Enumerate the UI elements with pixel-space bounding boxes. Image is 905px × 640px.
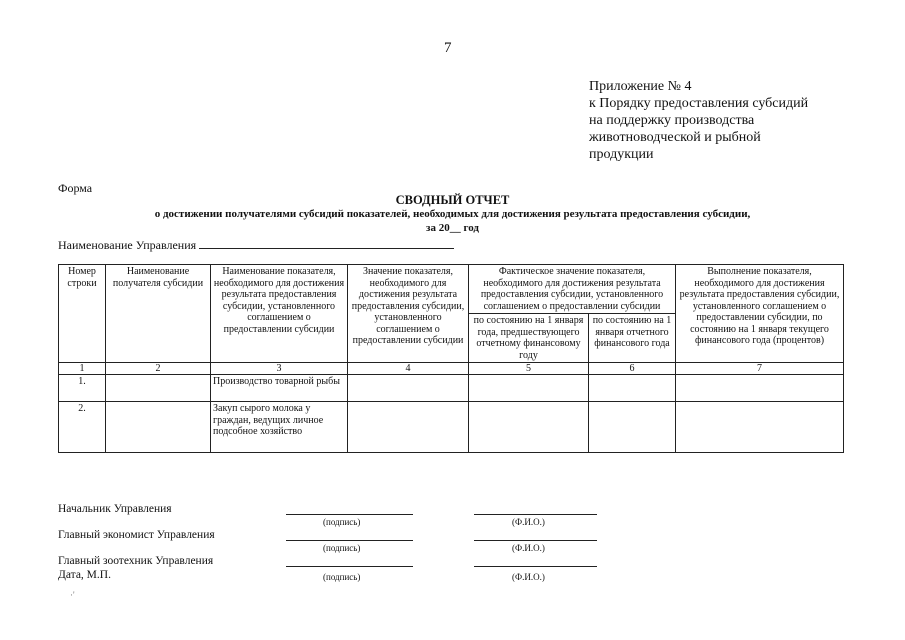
caption-signature: (подпись) (323, 572, 361, 582)
table-header-row (59, 265, 844, 314)
header-completion: Выполнение показателя, необходимого для достижения результата предоставления субсидии, установленного соглашением о предоставлении субсидии, по состоянию на 1 января текущего финансового года (процентов) (676, 265, 844, 363)
department-field (58, 237, 454, 253)
indicator-cell: Производство товарной рыбы (211, 375, 348, 402)
caption-signature: (подпись) (323, 517, 361, 527)
completion-cell (676, 375, 844, 402)
signature-economist-title: Главный экономист Управления (58, 529, 215, 541)
caption-name: (Ф.И.О.) (512, 517, 545, 527)
row-number-cell: 1. (59, 375, 106, 402)
column-number: 3 (211, 363, 348, 375)
signature-head-title: Начальник Управления (58, 503, 172, 515)
report-table (58, 264, 844, 453)
department-label: Наименование Управления (58, 238, 197, 252)
header-actual-prev-year: по состоянию на 1 января года, предшествующего отчетному финансовому году (469, 314, 589, 363)
row-number-cell: 2. (59, 402, 106, 453)
caption-signature: (подпись) (323, 543, 361, 553)
page-number: 7 (444, 40, 452, 56)
actual-report-cell (589, 402, 676, 453)
scan-mark: ·' (70, 590, 75, 600)
signature-line (286, 540, 413, 541)
column-number: 2 (106, 363, 211, 375)
appendix-line: животноводческой и рыбной (589, 130, 761, 145)
column-number: 1 (59, 363, 106, 375)
value-cell (348, 375, 469, 402)
caption-name: (Ф.И.О.) (512, 543, 545, 553)
column-numbers-row (59, 363, 844, 375)
indicator-cell: Закуп сырого молока у граждан, ведущих личное подсобное хозяйство (211, 402, 348, 453)
signature-line (286, 566, 413, 567)
recipient-cell (106, 375, 211, 402)
actual-prev-cell (469, 375, 589, 402)
actual-prev-cell (469, 402, 589, 453)
name-line (474, 540, 597, 541)
department-blank-line (199, 237, 454, 249)
column-number: 6 (589, 363, 676, 375)
header-indicator-name: Наименование показателя, необходимого для достижения результата предоставления субсидии, установленного соглашением о предоставлении субсидии (211, 265, 348, 363)
report-title: СВОДНЫЙ ОТЧЕТ (395, 193, 510, 207)
report-year: за 20__ год (426, 222, 479, 234)
column-number: 7 (676, 363, 844, 375)
header-recipient: Наименование получателя субсидии (106, 265, 211, 363)
header-actual-value: Фактическое значение показателя, необходимого для достижения результата предоставления субсидии, установленного соглашением о предоставлении субсидии (469, 265, 676, 314)
header-indicator-value: Значение показателя, необходимого для достижения результата предоставления субсидии, установленного соглашением о предоставлении субсидии (348, 265, 469, 363)
appendix-note (589, 78, 849, 163)
header-row-number: Номер строки (59, 265, 106, 363)
completion-cell (676, 402, 844, 453)
signature-line (286, 514, 413, 515)
date-seal-label: Дата, М.П. (58, 569, 111, 581)
table-row (59, 375, 844, 402)
name-line (474, 514, 597, 515)
appendix-line: на поддержку производства (589, 113, 755, 128)
appendix-line: к Порядку предоставления субсидий (589, 96, 809, 111)
signature-zootechnician-title: Главный зоотехник Управления (58, 555, 214, 567)
form-label: Форма (58, 181, 93, 195)
appendix-line: Приложение № 4 (589, 79, 692, 94)
appendix-line: продукции (589, 147, 654, 162)
column-number: 4 (348, 363, 469, 375)
header-actual-report-year: по состоянию на 1 января отчетного финансового года (589, 314, 676, 363)
report-subtitle: о достижении получателями субсидий показателей, необходимых для достижения результата предоставления субсидии, (154, 208, 751, 220)
recipient-cell (106, 402, 211, 453)
value-cell (348, 402, 469, 453)
name-line (474, 566, 597, 567)
column-number: 5 (469, 363, 589, 375)
actual-report-cell (589, 375, 676, 402)
table-row (59, 402, 844, 453)
caption-name: (Ф.И.О.) (512, 572, 545, 582)
